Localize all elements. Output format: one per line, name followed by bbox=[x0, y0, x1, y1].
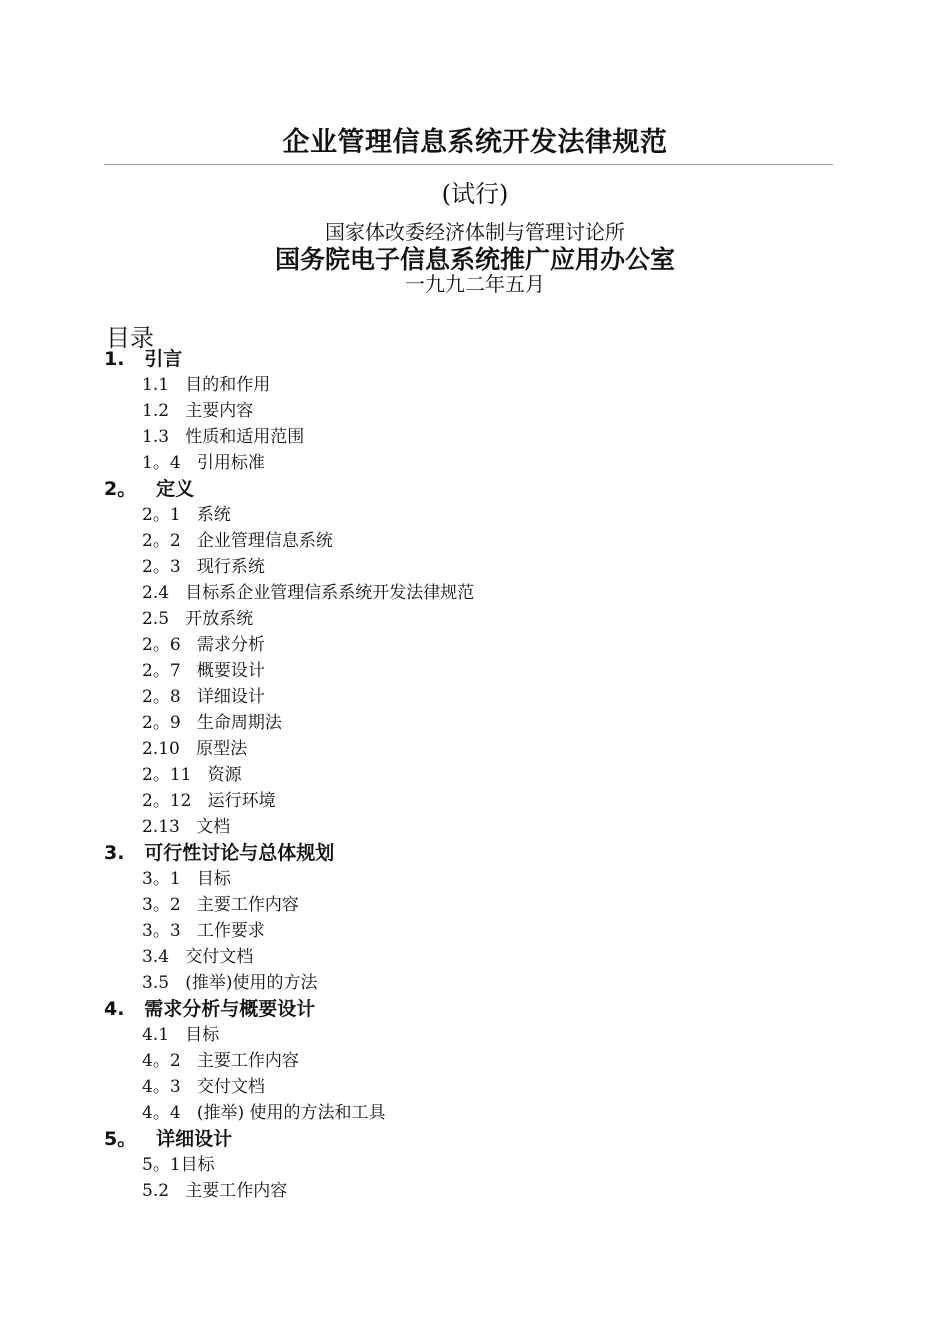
toc-item-2-5[interactable]: 2.5 开放系统 bbox=[142, 609, 254, 629]
toc-section-1[interactable]: 1. 引言 bbox=[104, 348, 183, 370]
toc-item-2-10[interactable]: 2.10 原型法 bbox=[142, 739, 248, 759]
toc-item-3-4[interactable]: 3.4 交付文档 bbox=[142, 947, 254, 967]
document-date: 一九九二年五月 bbox=[405, 272, 545, 296]
toc-item-1-4[interactable]: 1。4 引用标准 bbox=[142, 453, 265, 473]
toc-item-3-5[interactable]: 3.5 (推举)使用的方法 bbox=[142, 973, 318, 993]
toc-item-3-2[interactable]: 3。2 主要工作内容 bbox=[142, 895, 299, 915]
toc-item-2-9[interactable]: 2。9 生命周期法 bbox=[142, 713, 282, 733]
toc-item-3-1[interactable]: 3。1 目标 bbox=[142, 869, 231, 889]
toc-section-2[interactable]: 2。 定义 bbox=[104, 478, 195, 500]
toc-item-2-6[interactable]: 2。6 需求分析 bbox=[142, 635, 265, 655]
toc-item-2-11[interactable]: 2。11 资源 bbox=[142, 765, 242, 785]
toc-item-2-8[interactable]: 2。8 详细设计 bbox=[142, 687, 265, 707]
document-title: 企业管理信息系统开发法律规范 bbox=[282, 127, 668, 158]
organization-1: 国家体改委经济体制与管理讨论所 bbox=[325, 220, 625, 244]
toc-item-2-3[interactable]: 2。3 现行系统 bbox=[142, 557, 265, 577]
toc-item-5-2[interactable]: 5.2 主要工作内容 bbox=[142, 1181, 288, 1201]
toc-item-1-3[interactable]: 1.3 性质和适用范围 bbox=[142, 427, 305, 447]
toc-item-4-2[interactable]: 4。2 主要工作内容 bbox=[142, 1051, 299, 1071]
toc-item-4-1[interactable]: 4.1 目标 bbox=[142, 1025, 220, 1045]
toc-section-4[interactable]: 4. 需求分析与概要设计 bbox=[104, 998, 316, 1020]
table-of-contents bbox=[104, 346, 864, 1204]
toc-item-3-3[interactable]: 3。3 工作要求 bbox=[142, 921, 265, 941]
toc-item-5-1[interactable]: 5。1目标 bbox=[142, 1155, 215, 1175]
document-subtitle: (试行) bbox=[441, 180, 509, 208]
toc-item-1-1[interactable]: 1.1 目的和作用 bbox=[142, 375, 271, 395]
toc-heading: 目录 bbox=[106, 324, 154, 352]
toc-item-2-7[interactable]: 2。7 概要设计 bbox=[142, 661, 265, 681]
toc-section-3[interactable]: 3. 可行性讨论与总体规划 bbox=[104, 842, 335, 864]
title-divider bbox=[104, 164, 833, 165]
toc-item-2-4[interactable]: 2.4 目标系企业管理信系系统开发法律规范 bbox=[142, 583, 475, 603]
organization-2: 国务院电子信息系统推广应用办公室 bbox=[274, 245, 675, 274]
toc-item-2-12[interactable]: 2。12 运行环境 bbox=[142, 791, 276, 811]
toc-item-4-4[interactable]: 4。4 (推举) 使用的方法和工具 bbox=[142, 1103, 386, 1123]
toc-item-2-2[interactable]: 2。2 企业管理信息系统 bbox=[142, 531, 333, 551]
toc-item-2-13[interactable]: 2.13 文档 bbox=[142, 817, 231, 837]
toc-item-2-1[interactable]: 2。1 系统 bbox=[142, 505, 231, 525]
toc-item-1-2[interactable]: 1.2 主要内容 bbox=[142, 401, 254, 421]
toc-item-4-3[interactable]: 4。3 交付文档 bbox=[142, 1077, 265, 1097]
toc-section-5[interactable]: 5。 详细设计 bbox=[104, 1128, 233, 1150]
